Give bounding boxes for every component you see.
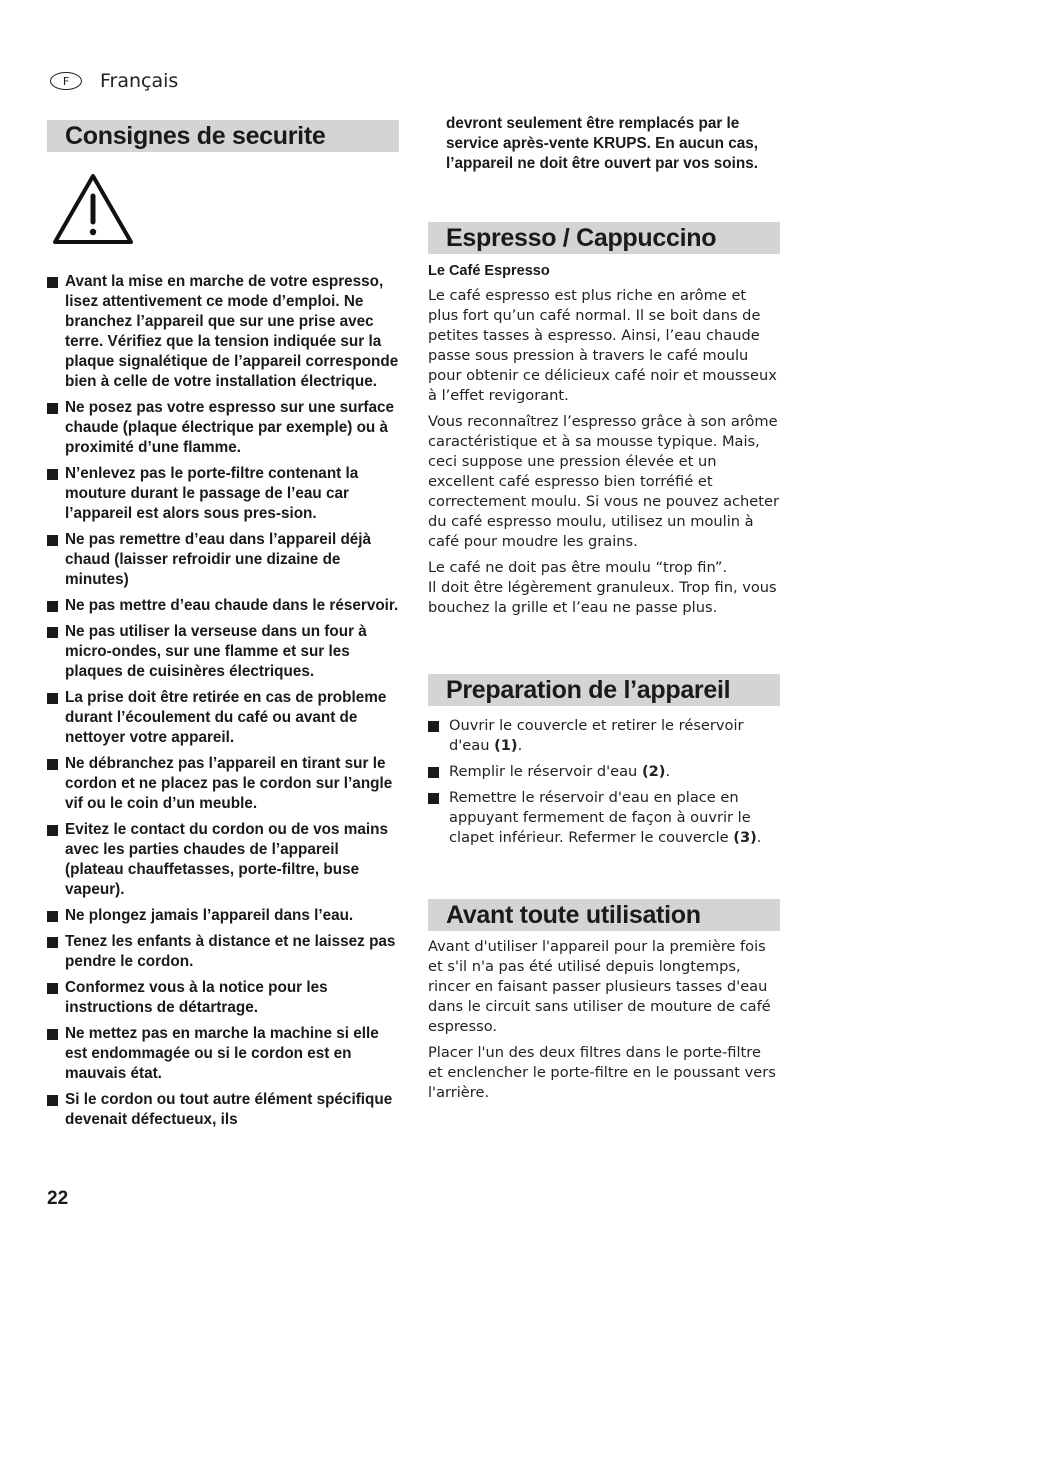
safety-list-item — [47, 754, 399, 814]
warning-triangle-icon — [52, 172, 134, 246]
language-code-badge: F — [50, 72, 82, 90]
safety-list-item — [47, 906, 399, 926]
safety-item-text: Ne mettez pas en marche la machine si elle est endommagée ou si le cordon est en mauvais état. — [65, 1025, 379, 1082]
square-bullet-icon — [47, 277, 58, 288]
square-bullet-icon — [47, 535, 58, 546]
square-bullet-icon — [47, 693, 58, 704]
safety-list-item — [47, 1090, 399, 1130]
step-text: Ouvrir le couvercle et retirer le réservoir d'eau — [449, 717, 744, 754]
safety-continuation: devront seulement être remplacés par le service après-vente KRUPS. En aucun cas, l’appareil ne doit être ouvert par vos soins. — [446, 115, 759, 172]
espresso-subtitle: Le Café Espresso — [428, 263, 550, 279]
safety-list-item — [47, 596, 399, 616]
preparation-section-title: Preparation de l’appareil — [428, 674, 780, 706]
square-bullet-icon — [47, 911, 58, 922]
before-use-paragraph: Avant d'utiliser l'appareil pour la première fois et s'il n'a pas été utilisé depuis longtemps, rincer en faisant passer plusieurs tasses d'eau dans le circuit sans utiliser de mouture de café espresso. — [428, 938, 771, 1035]
safety-item-text: Ne posez pas votre espresso sur une surface chaude (plaque électrique par exemple) ou à proximité d’une flamme. — [65, 399, 395, 456]
preparation-step — [428, 716, 780, 756]
safety-item-text: La prise doit être retirée en cas de probleme durant l’écoulement du café ou avant de nettoyer votre appareil. — [65, 689, 387, 746]
language-label: Français — [100, 70, 179, 92]
safety-item-text: Ne pas mettre d’eau chaude dans le réservoir. — [65, 597, 399, 614]
safety-section-title: Consignes de securite — [47, 120, 399, 152]
safety-list-item — [47, 820, 399, 900]
square-bullet-icon — [428, 721, 439, 732]
safety-list-item — [47, 1024, 399, 1084]
safety-item-text: Tenez les enfants à distance et ne laissez pas pendre le cordon. — [65, 933, 396, 970]
espresso-paragraph: Le café ne doit pas être moulu “trop fin”. — [428, 559, 728, 576]
left-column — [47, 120, 399, 1136]
safety-item-text: Avant la mise en marche de votre espresso, lisez attentivement ce mode d’emploi. Ne branchez l’appareil que sur une prise avec terre. Vérifiez que la tension indiquée sur la plaque signalétique de l’appareil corresponde bien à celle de votre installation électrique. — [65, 273, 399, 390]
square-bullet-icon — [47, 469, 58, 480]
square-bullet-icon — [47, 1095, 58, 1106]
preparation-step — [428, 762, 780, 782]
safety-list-item — [47, 932, 399, 972]
safety-item-text: Ne pas remettre d’eau dans l’appareil déjà chaud (laisser refroidir une dizaine de minutes) — [65, 531, 372, 588]
safety-list-item — [47, 464, 399, 524]
safety-item-text: Evitez le contact du cordon ou de vos mains avec les parties chaudes de l’appareil (plateau chauffetasses, porte-filtre, buse vapeur). — [65, 821, 388, 898]
figure-reference: (1) — [494, 737, 518, 754]
step-end: . — [756, 829, 762, 846]
square-bullet-icon — [47, 627, 58, 638]
step-end: . — [665, 763, 671, 780]
espresso-paragraph: Le café espresso est plus riche en arôme et plus fort qu’un café normal. Il se boit dans de petites tasses à espresso. Ainsi, l’eau chaude passe sous pression à travers le café moulu pour obtenir ce délicieux café noir et mousseux à l’effet revigorant. — [428, 287, 777, 404]
language-indicator — [50, 70, 178, 92]
before-use-paragraph: Placer l'un des deux filtres dans le porte-filtre et enclencher le porte-filtre en le poussant vers l'arrière. — [428, 1044, 776, 1101]
step-end: . — [517, 737, 523, 754]
safety-list-item — [47, 978, 399, 1018]
square-bullet-icon — [428, 793, 439, 804]
safety-item-text: Si le cordon ou tout autre élément spécifique devenait défectueux, ils — [65, 1091, 393, 1128]
square-bullet-icon — [47, 601, 58, 612]
safety-list-item — [47, 530, 399, 590]
square-bullet-icon — [47, 1029, 58, 1040]
figure-reference: (3) — [733, 829, 757, 846]
safety-item-text: Ne pas utiliser la verseuse dans un four à micro-ondes, sur une flamme et sur les plaques de cuisinères électriques. — [65, 623, 367, 680]
safety-item-text: N’enlevez pas le porte-filtre contenant la mouture durant le passage de l’eau car l’appareil est alors sous pres-sion. — [65, 465, 359, 522]
square-bullet-icon — [47, 937, 58, 948]
safety-item-text: Ne débranchez pas l’appareil en tirant sur le cordon et ne placez pas le cordon sur l’angle vif ou le coin d’un meuble. — [65, 755, 393, 812]
safety-list-item — [47, 688, 399, 748]
square-bullet-icon — [47, 825, 58, 836]
safety-list-item — [47, 398, 399, 458]
safety-list-item — [47, 622, 399, 682]
square-bullet-icon — [47, 983, 58, 994]
right-column — [428, 114, 780, 1109]
preparation-step — [428, 788, 780, 848]
safety-list — [47, 272, 399, 1130]
before-use-section-title: Avant toute utilisation — [428, 899, 780, 931]
safety-item-text: Conformez vous à la notice pour les instructions de détartrage. — [65, 979, 328, 1016]
espresso-section-title: Espresso / Cappuccino — [428, 222, 780, 254]
safety-item-text: Ne plongez jamais l’appareil dans l’eau. — [65, 907, 354, 924]
square-bullet-icon — [47, 403, 58, 414]
step-text: Remplir le réservoir d'eau — [449, 763, 642, 780]
safety-list-item — [47, 272, 399, 392]
preparation-steps — [428, 716, 780, 848]
page-number: 22 — [47, 1188, 69, 1209]
espresso-paragraph: Vous reconnaîtrez l’espresso grâce à son arôme caractéristique et à sa mousse typique. Mais, ceci suppose une pression élevée et un excellent café espresso bien torréfié et correctement moulu. Si vous ne pouvez acheter du café espresso moulu, utilisez un moulin à café pour moudre les grains. — [428, 413, 779, 550]
figure-reference: (2) — [641, 763, 666, 780]
square-bullet-icon — [47, 759, 58, 770]
step-text: Remettre le réservoir d'eau en place en appuyant fermement de façon à ouvrir le clapet inférieur. Refermer le couvercle — [449, 789, 751, 846]
square-bullet-icon — [428, 767, 439, 778]
espresso-paragraph: Il doit être légèrement granuleux. Trop fin, vous bouchez la grille et l’eau ne passe plus. — [428, 579, 777, 616]
